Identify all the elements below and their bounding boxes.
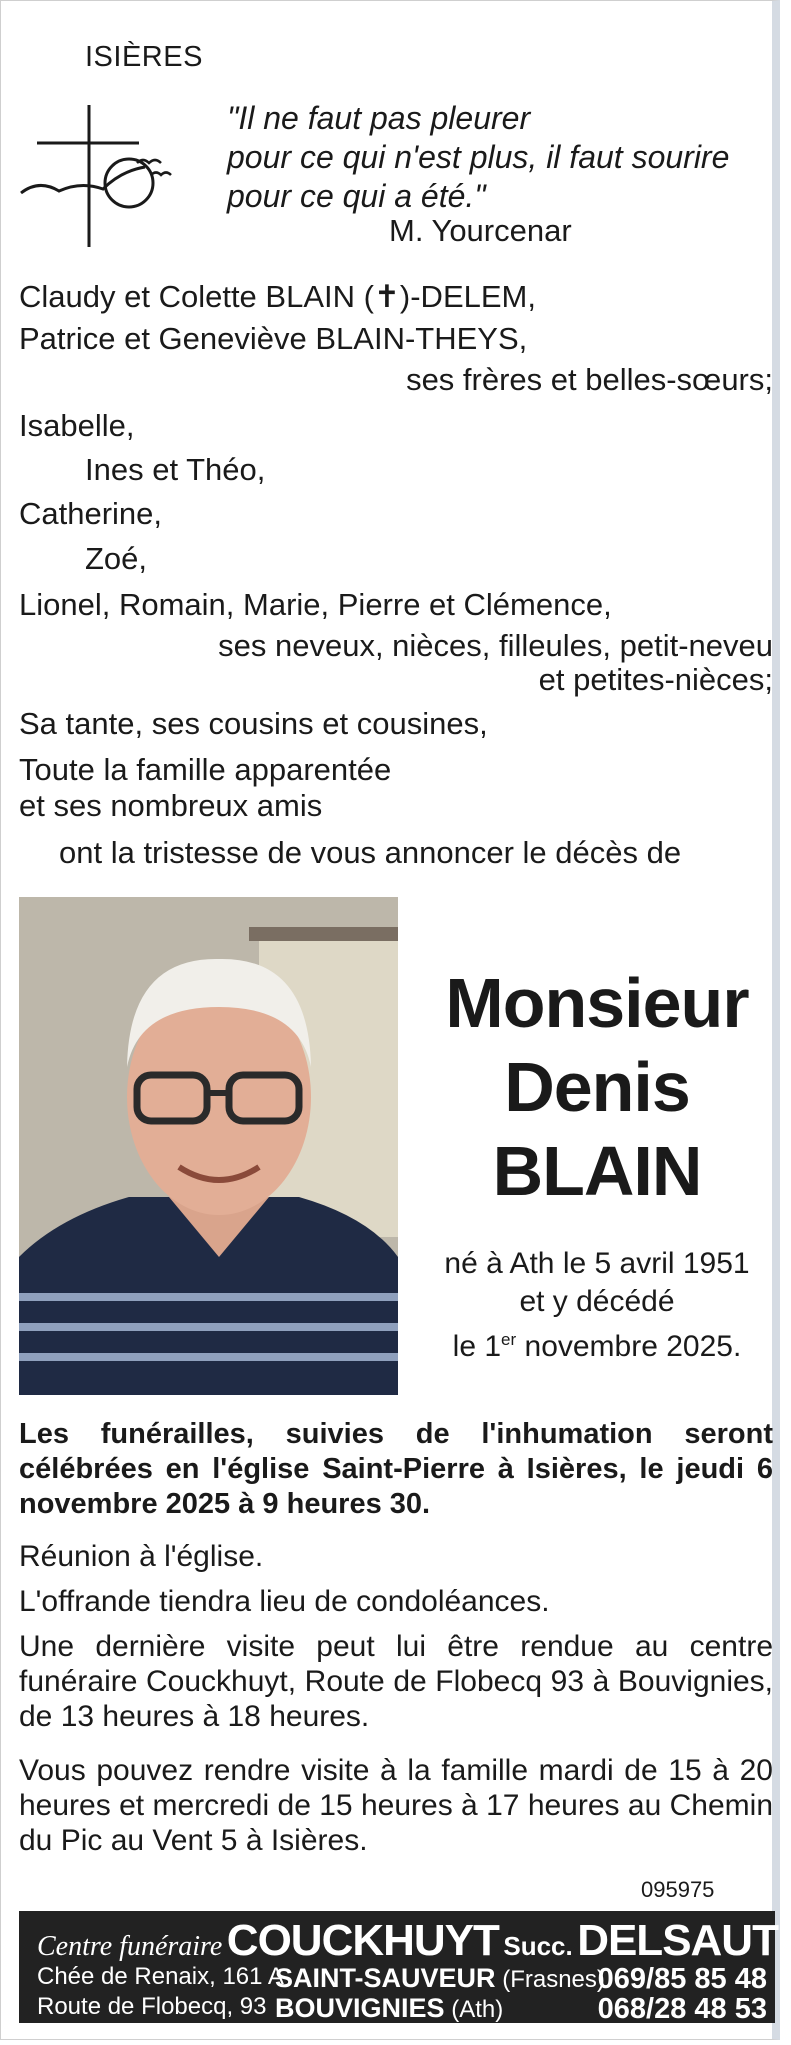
visit-text: Une dernière visite peut lui être rendue au centre funéraire Couckhuyt, Route de Flobecq 93 à Bouvignies, de 13 heures à 18 heures. [19,1630,773,1733]
branch-row [37,1963,767,1993]
branch-phone: 068/28 48 53 [597,1993,767,2025]
death-place-line: et y décédé [519,1285,675,1318]
deceased-name [421,961,773,1213]
family-line: et ses nombreux amis [19,788,323,823]
family-line: Claudy et Colette BLAIN (✝)-DELEM, [19,279,536,314]
birth-line: né à Ath le 5 avril 1951 [444,1247,750,1280]
quote-line: pour ce qui n'est plus, il faut sourire [227,139,730,175]
branch-city: BOUVIGNIES (Ath) [275,1993,504,2023]
funeral-home-label: Centre funéraire [37,1931,223,1962]
funeral-home-banner [19,1911,778,2025]
funeral-home-brand: COUCKHUYT [226,1916,499,1965]
family-line: Isabelle, [19,408,135,443]
branch-city: SAINT-SAUVEUR (Frasnes) [275,1963,605,1993]
deceased-last-name: BLAIN [492,1132,702,1210]
funeral-home-name [37,1916,778,1966]
quote [227,99,729,216]
quote-author: M. Yourcenar [389,213,572,248]
deceased-title: Monsieur [445,964,749,1042]
family-line: Lionel, Romain, Marie, Pierre et Clémence, [19,587,612,622]
deceased-first-name: Denis [504,1048,690,1126]
reference-number: 095975 [641,1877,715,1902]
quote-line: "Il ne faut pas pleurer [227,100,531,136]
deceased-dates [421,1245,773,1366]
meeting-text: Réunion à l'église. [19,1540,264,1573]
family-line: Zoé, [85,541,148,576]
branch-address: Route de Flobecq, 93 [37,1993,267,2020]
family-line: Ines et Théo, [85,452,266,487]
branch-row [37,1993,767,2023]
family-relation: ses neveux, nièces, filleules, petit-neveu [218,628,773,663]
family-relation: ses frères et belles-sœurs; [406,362,773,397]
family-line: Catherine, [19,496,163,531]
successor-name: DELSAUT [577,1916,778,1965]
family-visit-text: Vous pouvez rendre visite à la famille mardi de 15 à 20 heures et mercredi de 15 heures à 17 heures au Chemin du Pic au Vent 5 à Isières. [19,1754,773,1857]
death-date-line: le 1er novembre 2025. [452,1330,742,1363]
cross-emblem-icon [19,101,179,251]
portrait-photo [19,897,398,1395]
town-name: ISIÈRES [85,41,203,73]
funeral-details: Les funérailles, suivies de l'inhumation seront célébrées en l'église Saint-Pierre à Isières, le jeudi 6 novembre 2025 à 9 heures 30. [19,1418,773,1520]
branch-address: Chée de Renaix, 161 A [37,1963,284,1990]
family-relation: et petites-nièces; [538,662,773,697]
branch-phone: 069/85 85 48 [597,1963,767,1995]
family-line: Toute la famille apparentée [19,752,392,787]
announcement-line: ont la tristesse de vous annoncer le décès de [59,835,682,870]
succession-label: Succ. [503,1931,573,1961]
family-line: Sa tante, ses cousins et cousines, [19,706,488,741]
family-line: Patrice et Geneviève BLAIN-THEYS, [19,321,528,356]
offering-text: L'offrande tiendra lieu de condoléances. [19,1585,550,1618]
quote-line: pour ce qui a été." [227,178,486,214]
